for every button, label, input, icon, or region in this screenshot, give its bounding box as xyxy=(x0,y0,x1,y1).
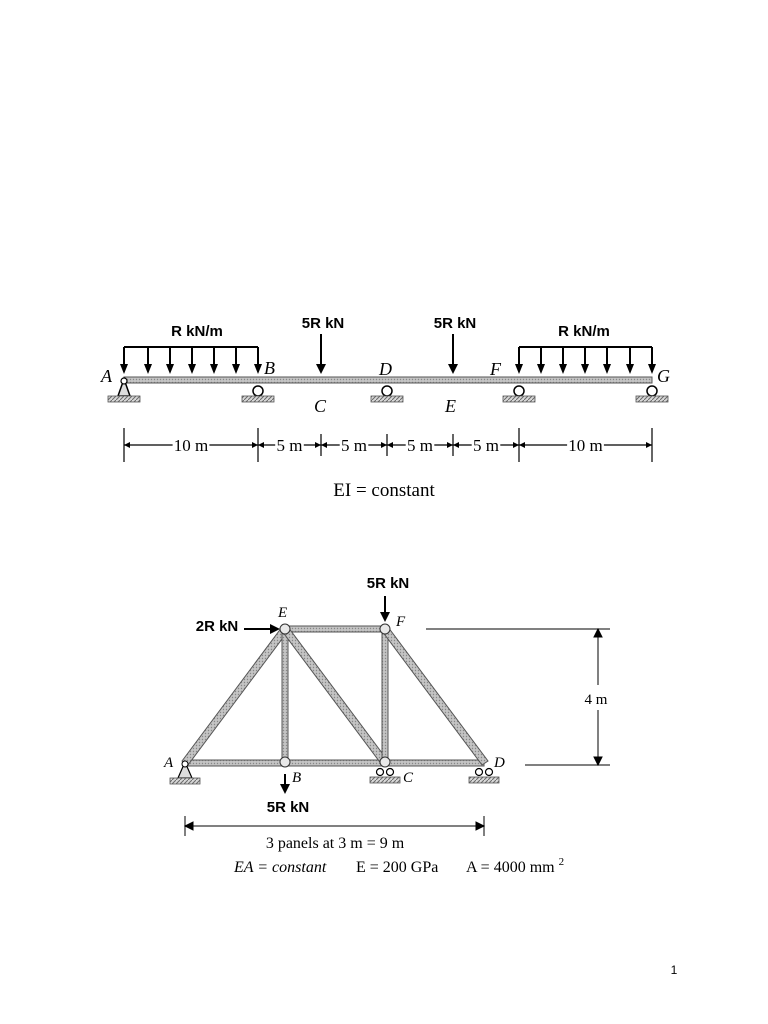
beam-dim-arrow xyxy=(381,442,387,448)
udl-arrow-head xyxy=(144,364,152,374)
truss-height-label: 4 m xyxy=(584,692,608,708)
beam-dim-arrow xyxy=(646,442,652,448)
joint-f xyxy=(380,624,390,634)
udl-arrow-head xyxy=(515,364,523,374)
truss-load-b-label: 5R kN xyxy=(266,799,310,816)
truss-prop-a-exp: 2 xyxy=(558,856,565,868)
beam-label-d: D xyxy=(379,359,392,379)
beam-dim-label: 5 m xyxy=(276,436,303,455)
beam-label-e: E xyxy=(445,396,456,416)
udl-arrow-head xyxy=(537,364,545,374)
beam-dim-arrow xyxy=(513,442,519,448)
beam-label-b: B xyxy=(264,358,275,378)
truss-properties xyxy=(233,856,564,876)
joint-b xyxy=(280,757,290,767)
truss-label-b: B xyxy=(292,770,302,786)
member-fd xyxy=(382,627,488,765)
truss-label-c: C xyxy=(403,770,414,786)
point-load-e xyxy=(448,334,458,374)
member-fc xyxy=(382,629,388,763)
support-d-roller xyxy=(371,386,403,402)
truss-span-dimension xyxy=(185,816,484,836)
truss-label-d: D xyxy=(494,755,505,771)
beam-dim-label: 5 m xyxy=(341,436,367,455)
beam-dim-label: 5 m xyxy=(407,436,433,455)
beam-label-g: G xyxy=(657,366,670,386)
udl-arrow-head xyxy=(188,364,196,374)
beam-dim-arrow xyxy=(315,442,321,448)
udl-arrow-head xyxy=(232,364,240,374)
udl-right-label: R kN/m xyxy=(558,323,610,340)
beam-stiffness-note: EI = constant xyxy=(333,480,435,501)
beam-dim-label: 5 m xyxy=(473,436,499,455)
beam-label-c: C xyxy=(314,396,327,416)
udl-arrow-head xyxy=(166,364,174,374)
truss-support-c xyxy=(370,769,400,784)
support-g-roller xyxy=(636,386,668,402)
truss-label-a: A xyxy=(164,755,174,771)
truss-label-e: E xyxy=(278,605,288,621)
truss-load-b xyxy=(280,774,290,794)
member-ef xyxy=(285,626,385,632)
joint-c xyxy=(380,757,390,767)
member-ae xyxy=(182,627,288,765)
beam-dim-arrow xyxy=(519,442,525,448)
beam-label-a: A xyxy=(101,366,112,386)
truss-span-label: 3 panels at 3 m = 9 m xyxy=(265,835,405,852)
udl-arrow-head xyxy=(581,364,589,374)
beam-label-f: F xyxy=(490,359,501,379)
beam-dimension-segments xyxy=(124,436,652,455)
beam-dim-arrow xyxy=(447,442,453,448)
udl-right xyxy=(515,347,656,374)
beam-dim-arrow xyxy=(124,442,130,448)
member-eb xyxy=(282,629,288,763)
beam-dim-arrow xyxy=(252,442,258,448)
truss-members xyxy=(182,626,488,766)
beam-dim-arrow xyxy=(258,442,264,448)
truss-load-f xyxy=(380,596,390,622)
point-load-e-label: 5R kN xyxy=(433,315,477,332)
support-f-roller xyxy=(503,386,535,402)
udl-arrow-head xyxy=(559,364,567,374)
truss-load-e xyxy=(244,624,280,634)
beam-dim-arrow xyxy=(321,442,327,448)
udl-arrow-head xyxy=(603,364,611,374)
truss-prop-e: E = 200 GPa xyxy=(356,859,439,876)
beam-dim-arrow xyxy=(453,442,459,448)
udl-arrow-head xyxy=(120,364,128,374)
udl-arrow-head xyxy=(254,364,262,374)
beam-diagram xyxy=(100,315,670,501)
udl-left xyxy=(120,347,262,374)
member-ec xyxy=(282,627,388,765)
udl-arrow-head xyxy=(626,364,634,374)
truss-height-dimension xyxy=(426,629,610,765)
truss-load-e-label: 2R kN xyxy=(195,618,239,635)
support-b-roller xyxy=(242,386,274,402)
point-load-c xyxy=(316,334,326,374)
udl-left-label: R kN/m xyxy=(171,323,223,340)
joint-e xyxy=(280,624,290,634)
truss-label-f: F xyxy=(396,614,406,630)
truss-diagram xyxy=(163,575,610,876)
truss-load-f-label: 5R kN xyxy=(366,575,410,592)
page-number: 1 xyxy=(670,963,678,977)
truss-prop-ea: EA = constant xyxy=(234,859,327,876)
member-bottom-chord xyxy=(185,760,484,766)
beam-dim-label: 10 m xyxy=(568,436,603,455)
truss-prop-a: A = 4000 mm xyxy=(466,859,555,876)
beam-dim-label: 10 m xyxy=(173,436,209,455)
beam-dim-arrow xyxy=(387,442,393,448)
point-load-c-label: 5R kN xyxy=(301,315,345,332)
udl-arrow-head xyxy=(648,364,656,374)
udl-arrow-head xyxy=(210,364,218,374)
